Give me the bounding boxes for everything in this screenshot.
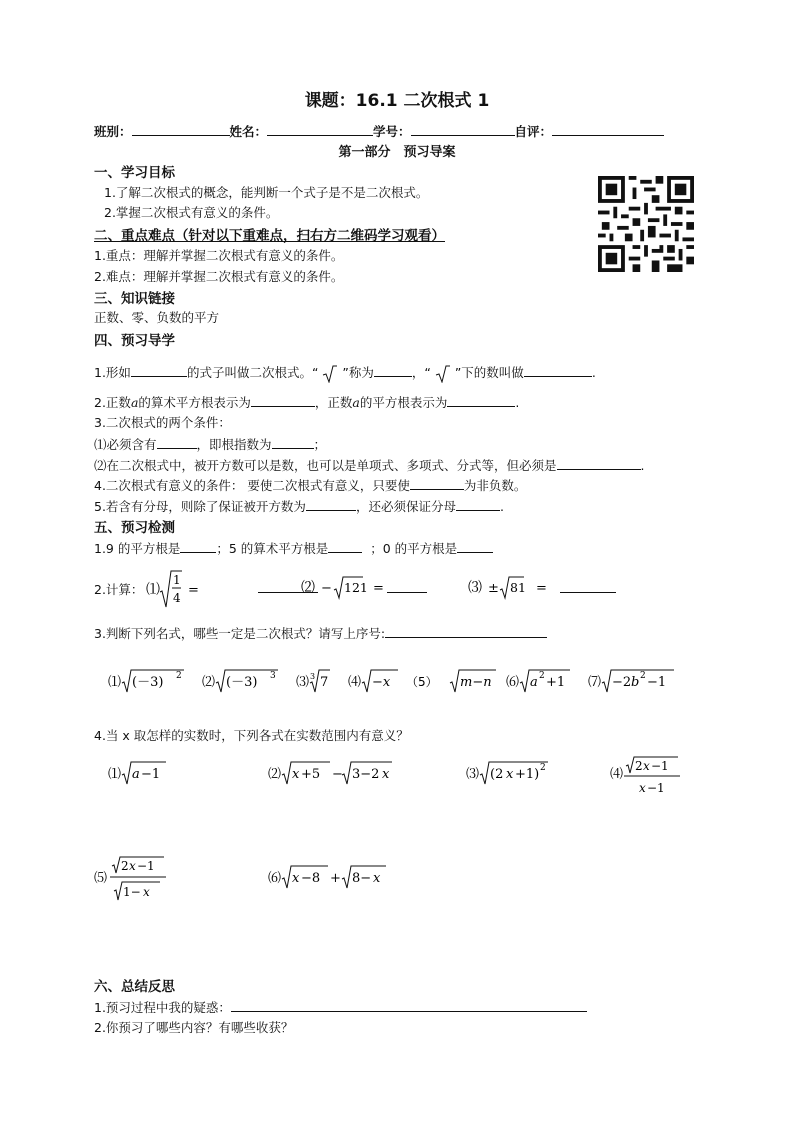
svg-text:⑺: ⑺ bbox=[588, 675, 602, 690]
svg-text:+1): +1) bbox=[515, 767, 540, 782]
svg-text:(－3): (－3) bbox=[226, 675, 258, 690]
svg-text:⑴: ⑴ bbox=[108, 675, 122, 690]
svg-text:−1: −1 bbox=[141, 767, 161, 782]
svg-text:3: 3 bbox=[310, 672, 316, 681]
s5-q1-blank1[interactable] bbox=[180, 538, 216, 553]
svg-text:8−: 8− bbox=[352, 871, 372, 886]
svg-text:−1: −1 bbox=[651, 759, 669, 773]
class-label: 班别： bbox=[94, 124, 132, 139]
svg-text:⑸: ⑸ bbox=[94, 871, 108, 886]
id-label: 学号： bbox=[373, 124, 411, 139]
domain-expressions-row2 bbox=[94, 856, 414, 904]
svg-text:x: x bbox=[292, 871, 300, 886]
svg-text:⑷: ⑷ bbox=[610, 767, 624, 782]
s4-q2: 2.正数a的算术平方根表示为 ，正数a的平方根表示为 . bbox=[94, 392, 519, 411]
svg-text:⑶: ⑶ bbox=[466, 767, 480, 782]
radical-sign-icon bbox=[435, 365, 451, 383]
svg-text:⑵: ⑵ bbox=[301, 580, 315, 596]
svg-text:x: x bbox=[292, 767, 300, 782]
s4-q4: 4.二次根式有意义的条件： 要使二次根式有意义，只要使 为非负数。 bbox=[94, 475, 526, 494]
svg-text:⑴: ⑴ bbox=[146, 582, 160, 598]
svg-text:m−n: m−n bbox=[460, 675, 492, 690]
calc-expression-3 bbox=[468, 574, 558, 604]
svg-text:2: 2 bbox=[540, 763, 546, 773]
s4-q3-1: ⑴必须含有 ，即根指数为 ； bbox=[94, 434, 326, 453]
svg-text:⑴: ⑴ bbox=[108, 767, 122, 782]
svg-text:x: x bbox=[506, 767, 514, 782]
svg-text:1−: 1− bbox=[123, 885, 141, 899]
svg-text:−: − bbox=[321, 581, 332, 596]
s5-q1-blank3[interactable] bbox=[457, 538, 493, 553]
s5-q1: 1.9 的平方根是 ；5 的算术平方根是 ；0 的平方根是 bbox=[94, 538, 493, 557]
part-title: 第一部分 预习导案 bbox=[338, 145, 456, 160]
svg-text:3: 3 bbox=[270, 671, 276, 681]
section2-heading: 二、重点难点（针对以下重难点，扫右方二维码学习观看） bbox=[94, 228, 445, 244]
svg-text:a: a bbox=[132, 767, 140, 782]
key-point: 1.重点：理解并掌握二次根式有意义的条件。 bbox=[94, 248, 344, 263]
svg-text:2: 2 bbox=[539, 671, 545, 681]
svg-text:x: x bbox=[382, 767, 390, 782]
s4-q3-2: ⑵在二次根式中，被开方数可以是数，也可以是单项式、多项式、分式等，但必须是 . bbox=[94, 455, 645, 474]
s4-q2-blank1[interactable] bbox=[251, 392, 315, 407]
radical-expressions-list bbox=[108, 666, 688, 696]
svg-text:x: x bbox=[129, 859, 136, 873]
s5-q4: 4.当 x 取怎样的实数时，下列各式在实数范围内有意义？ bbox=[94, 728, 409, 743]
qr-code-icon bbox=[598, 176, 694, 272]
section4-heading: 四、预习导学 bbox=[94, 333, 175, 349]
svg-text:−x: −x bbox=[372, 675, 391, 690]
goal-item-1: 1.了解二次根式的概念，能判断一个式子是不是二次根式。 bbox=[104, 185, 429, 200]
s4-q1-blank1[interactable] bbox=[131, 362, 187, 377]
s5-q3: 3.判断下列名式，哪些一定是二次根式？请写上序号: bbox=[94, 623, 547, 642]
class-blank[interactable] bbox=[132, 121, 230, 136]
svg-text:+: + bbox=[330, 871, 341, 886]
name-blank[interactable] bbox=[267, 121, 373, 136]
svg-text:（5）: （5） bbox=[406, 675, 438, 689]
svg-text:7: 7 bbox=[320, 675, 329, 690]
svg-text:4: 4 bbox=[173, 591, 181, 605]
svg-text:+5: +5 bbox=[301, 767, 321, 782]
goal-item-2: 2.掌握二次根式有意义的条件。 bbox=[104, 205, 279, 220]
svg-text:±: ± bbox=[488, 581, 499, 596]
section5-heading: 五、预习检测 bbox=[94, 520, 175, 536]
s4-q3-blank1[interactable] bbox=[157, 434, 197, 449]
svg-text:=: = bbox=[188, 583, 199, 598]
radical-sign-icon bbox=[322, 365, 338, 383]
svg-text:+1: +1 bbox=[546, 675, 566, 690]
svg-text:⑹: ⑹ bbox=[506, 675, 520, 690]
svg-text:⑵: ⑵ bbox=[268, 767, 282, 782]
s5-q2-blank2[interactable] bbox=[387, 578, 427, 593]
svg-text:−8: −8 bbox=[301, 871, 321, 886]
difficult-point: 2.难点：理解并掌握二次根式有意义的条件。 bbox=[94, 269, 344, 284]
s6-q1: 1.预习过程中我的疑惑： bbox=[94, 997, 587, 1016]
svg-text:2: 2 bbox=[635, 759, 643, 773]
domain-expressions-row1 bbox=[108, 756, 688, 800]
s4-q3-blank3[interactable] bbox=[557, 455, 641, 470]
svg-text:⑶: ⑶ bbox=[296, 675, 310, 690]
s4-q1-blank3[interactable] bbox=[524, 362, 592, 377]
id-blank[interactable] bbox=[411, 121, 515, 136]
info-line bbox=[94, 121, 664, 140]
s5-q3-blank[interactable] bbox=[385, 623, 547, 638]
svg-text:−1: −1 bbox=[647, 781, 665, 795]
svg-text:2: 2 bbox=[640, 671, 646, 681]
svg-text:⑶: ⑶ bbox=[468, 580, 482, 596]
svg-text:−1: −1 bbox=[647, 675, 667, 690]
svg-text:1: 1 bbox=[173, 573, 181, 587]
s4-q3-blank2[interactable] bbox=[272, 434, 314, 449]
svg-text:⑷: ⑷ bbox=[348, 675, 362, 690]
svg-text:x: x bbox=[143, 885, 150, 899]
svg-text:⑵: ⑵ bbox=[202, 675, 216, 690]
s4-q1-blank2[interactable] bbox=[374, 362, 412, 377]
eval-label: 自评： bbox=[514, 124, 553, 139]
s6-q2: 2.你预习了哪些内容？有哪些收获？ bbox=[94, 1020, 294, 1035]
svg-text:−: − bbox=[332, 767, 343, 782]
svg-text:−1: −1 bbox=[137, 859, 155, 873]
knowledge-link-text: 正数、零、负数的平方 bbox=[94, 310, 220, 325]
svg-text:=: = bbox=[373, 581, 384, 596]
s5-q2-blank3[interactable] bbox=[560, 578, 616, 593]
svg-text:2: 2 bbox=[176, 671, 182, 681]
calc-expression-1 bbox=[146, 570, 250, 610]
name-label: 姓名： bbox=[229, 124, 268, 139]
svg-text:x: x bbox=[643, 759, 650, 773]
s4-q5: 5.若含有分母，则除了保证被开方数为 ，还必须保证分母 . bbox=[94, 496, 504, 515]
section6-heading: 六、总结反思 bbox=[94, 979, 175, 995]
svg-text:a: a bbox=[530, 675, 538, 690]
s4-q5-blank2[interactable] bbox=[456, 496, 500, 511]
s5-q1-blank2[interactable] bbox=[328, 538, 362, 553]
s6-q1-blank[interactable] bbox=[231, 997, 587, 1012]
svg-text:81: 81 bbox=[510, 580, 526, 595]
page-title: 课题：16.1 二次根式 1 bbox=[304, 91, 490, 111]
section3-heading: 三、知识链接 bbox=[94, 291, 175, 307]
svg-text:(－3): (－3) bbox=[132, 675, 164, 690]
section1-heading: 一、学习目标 bbox=[94, 165, 175, 181]
eval-blank[interactable] bbox=[552, 121, 664, 136]
svg-text:b: b bbox=[631, 675, 640, 690]
s4-q5-blank1[interactable] bbox=[306, 496, 356, 511]
svg-text:x: x bbox=[639, 781, 646, 795]
svg-text:3−2: 3−2 bbox=[352, 767, 380, 782]
svg-text:2: 2 bbox=[121, 859, 129, 873]
s4-q3: 3.二次根式的两个条件： bbox=[94, 415, 231, 430]
svg-text:121: 121 bbox=[344, 580, 368, 595]
svg-text:−2: −2 bbox=[612, 675, 632, 690]
s4-q4-blank[interactable] bbox=[410, 475, 464, 490]
svg-text:(2: (2 bbox=[490, 767, 504, 782]
s4-q2-blank2[interactable] bbox=[447, 392, 515, 407]
svg-text:⑹: ⑹ bbox=[268, 871, 282, 886]
svg-text:x: x bbox=[373, 871, 381, 886]
svg-text:=: = bbox=[536, 581, 547, 596]
s4-q1: 1.形如 的式子叫做二次根式。“ ”称为 ，“ ”下的数叫做 . bbox=[94, 362, 596, 383]
